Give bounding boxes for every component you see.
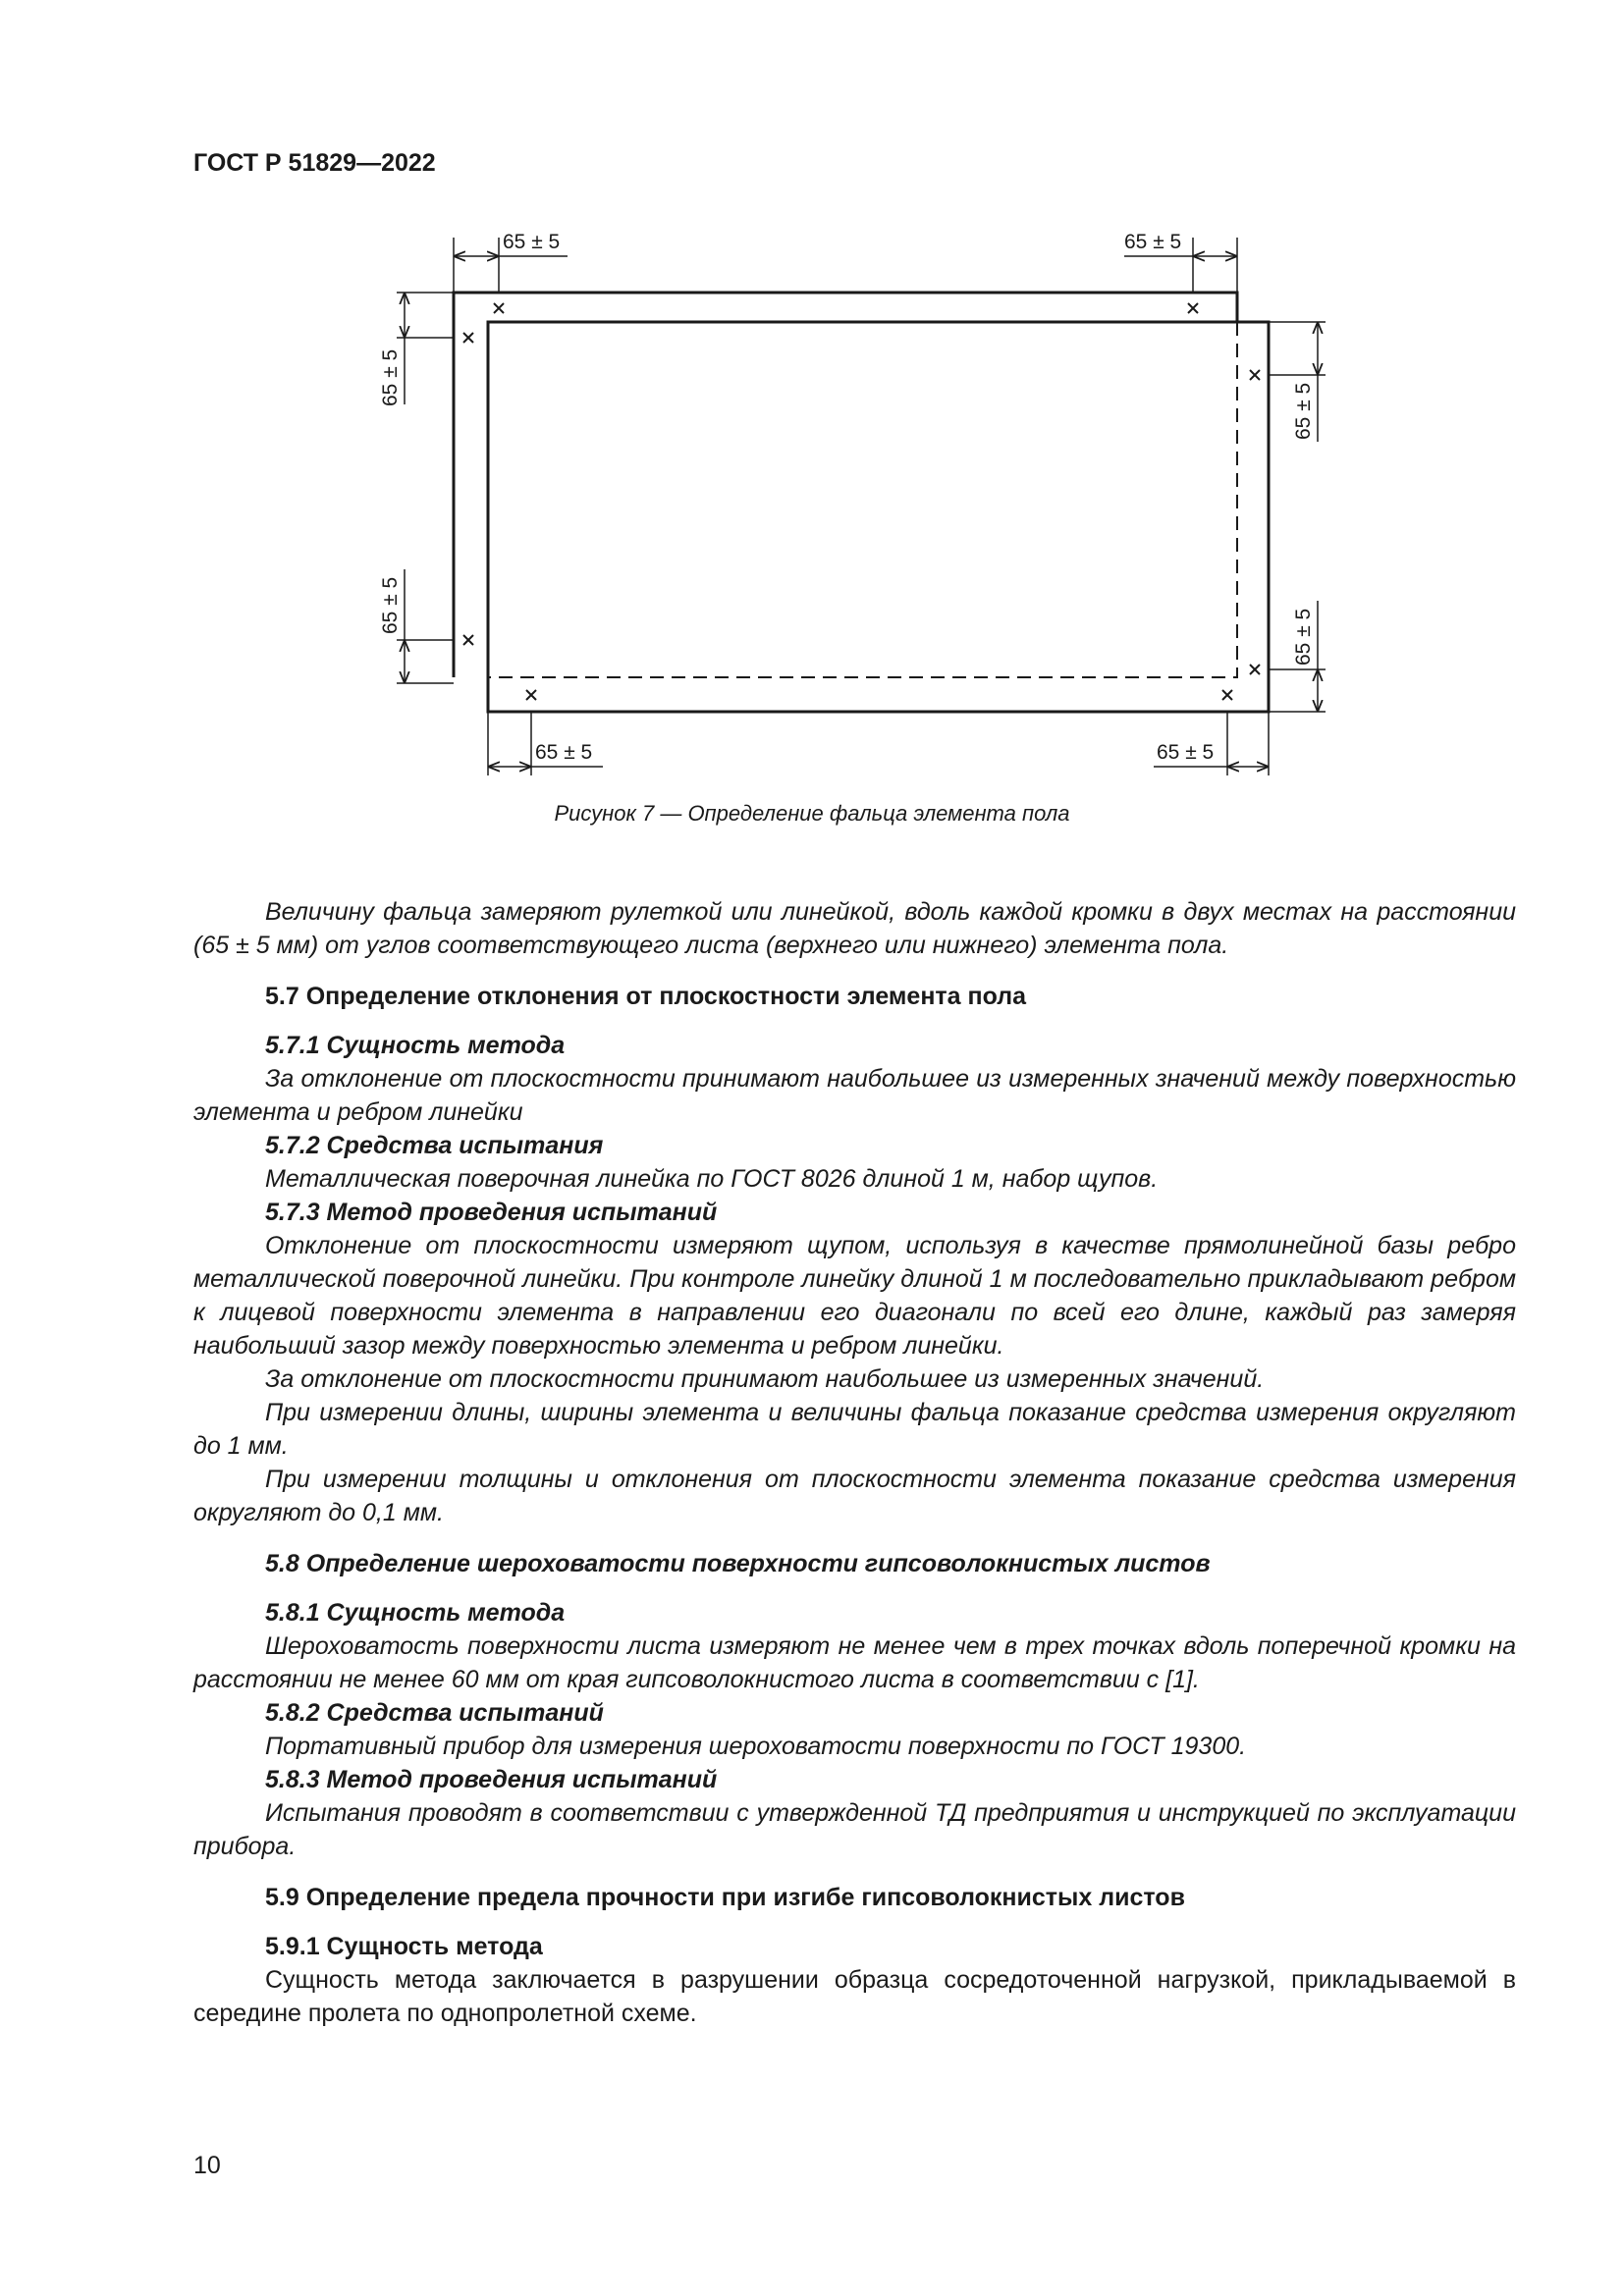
measurement-point-markers	[463, 303, 1260, 700]
dimension-lines	[405, 256, 1318, 767]
subsection-heading-5-8-1: 5.8.1 Сущность метода	[265, 1599, 566, 1627]
paragraph-rebate-measurement: Величину фальца замеряют рулеткой или линейкой, вдоль каждой кромки в двух местах на расстоянии (65 ± 5 мм) от углов соответствующего листа (верхнего или нижнего) элемента пола.	[193, 898, 1516, 959]
dim-label-right-upper: 65 ± 5	[1292, 382, 1315, 440]
paragraph-5-8-1: Шероховатость поверхности листа измеряют не менее чем в трех точках вдоль поперечной кромки на расстоянии не менее 60 мм от края гипсоволокнистого листа в соответствии с [1].	[193, 1632, 1516, 1693]
subsection-heading-5-8-2: 5.8.2 Средства испытаний	[265, 1699, 604, 1727]
section-heading-5-9: 5.9 Определение предела прочности при изгибе гипсоволокнистых листов	[265, 1884, 1185, 1911]
paragraph-5-7-2: Металлическая поверочная линейка по ГОСТ 8026 длиной 1 м, набор щупов.	[265, 1165, 1159, 1193]
dimension-labels	[379, 231, 1315, 764]
figure-caption: Рисунок 7 — Определение фальца элемента пола	[554, 801, 1070, 826]
page-number: 10	[193, 2152, 221, 2179]
subsection-heading-5-8-3: 5.8.3 Метод проведения испытаний	[265, 1766, 718, 1793]
dim-label-bottom-right: 65 ± 5	[1157, 741, 1215, 764]
subsection-heading-5-7-1: 5.7.1 Сущность метода	[265, 1032, 566, 1059]
section-heading-5-7: 5.7 Определение отклонения от плоскостности элемента пола	[265, 983, 1027, 1010]
dim-label-top-right: 65 ± 5	[1124, 231, 1182, 253]
section-heading-5-8: 5.8 Определение шероховатости поверхности гипсоволокнистых листов	[265, 1550, 1211, 1577]
dim-label-left-upper: 65 ± 5	[379, 348, 402, 406]
paragraph-5-7-3-a: Отклонение от плоскостности измеряют щупом, используя в качестве прямолинейной базы ребро металлической поверочной линейки. При контроле линейку длиной 1 м последовательно прикладывают ребром к лицевой поверхности элемента в направлении его диагонали по всей его длине, каждый раз замеряя наибольший зазор между поверхностью элемента и ребром линейки.	[193, 1232, 1516, 1360]
subsection-heading-5-7-3: 5.7.3 Метод проведения испытаний	[265, 1199, 718, 1226]
subsection-heading-5-9-1: 5.9.1 Сущность метода	[265, 1933, 543, 1960]
dim-label-top-left: 65 ± 5	[503, 231, 561, 253]
paragraph-5-7-3-d: При измерении толщины и отклонения от плоскостности элемента показание средства измерения округляют до 0,1 мм.	[193, 1466, 1516, 1526]
subsection-heading-5-7-2: 5.7.2 Средства испытания	[265, 1132, 604, 1159]
paragraph-5-8-2: Портативный прибор для измерения шероховатости поверхности по ГОСТ 19300.	[265, 1733, 1247, 1760]
paragraph-5-7-3-c: При измерении длины, ширины элемента и величины фальца показание средства измерения округляют до 1 мм.	[193, 1399, 1516, 1460]
paragraph-5-8-3: Испытания проводят в соответствии с утвержденной ТД предприятия и инструкцией по эксплуатации прибора.	[193, 1799, 1516, 1860]
extension-lines	[397, 238, 1326, 775]
body-text	[193, 895, 1516, 2030]
paragraph-5-9-1: Сущность метода заключается в разрушении образца сосредоточенной нагрузкой, прикладываемой в середине пролета по однопролетной схеме.	[193, 1966, 1516, 2027]
dim-label-bottom-left: 65 ± 5	[535, 741, 593, 764]
dim-label-right-lower: 65 ± 5	[1292, 608, 1315, 666]
paragraph-5-7-1: За отклонение от плоскостности принимают наибольшее из измеренных значений между поверхностью элемента и ребром линейки	[193, 1065, 1516, 1126]
floor-element-rebate-figure	[0, 0, 1624, 844]
dim-label-left-lower: 65 ± 5	[379, 576, 402, 634]
top-sheet-outline	[454, 293, 1237, 677]
top-sheet-hidden-edge	[488, 322, 1237, 677]
document-code-header: ГОСТ Р 51829—2022	[193, 149, 436, 177]
bottom-sheet-outline	[488, 322, 1269, 712]
paragraph-5-7-3-b: За отклонение от плоскостности принимают наибольшее из измеренных значений.	[265, 1365, 1265, 1393]
